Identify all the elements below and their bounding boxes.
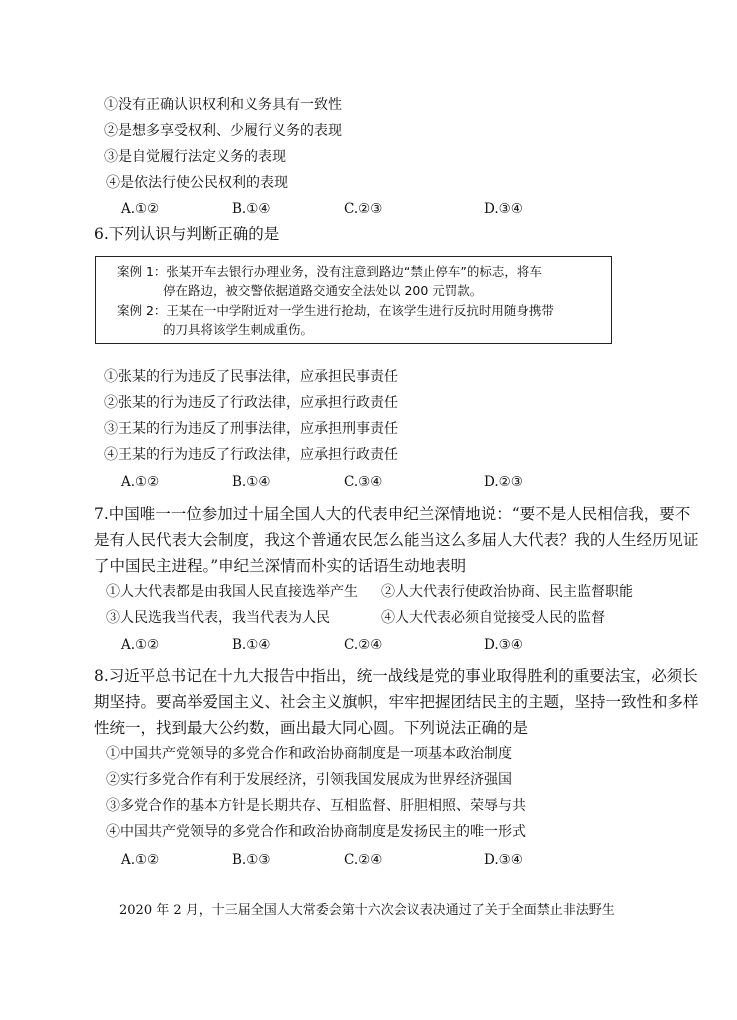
q7-statement-2: ②人大代表行使政治协商、民主监督职能 [381,584,633,600]
q6-case-line-2: 停在路边，被交警依据道路交通安全法处以 200 元罚款。 [163,283,483,298]
q5-statement-1: ①没有正确认识权利和义务具有一致性 [104,97,342,113]
q7-statement-1: ①人大代表都是由我国人民直接选举产生 [106,584,358,600]
q8-option-b: B.①③ [232,852,271,868]
q9-intro: 2020 年 2 月，十三届全国人大常委会第十六次会议表决通过了关于全面禁止非法野生 [119,903,615,918]
q5-statement-4: ④是依法行使公民权利的表现 [106,175,288,191]
q7-option-d: D.③④ [484,637,523,653]
q6-case-line-1: 案例 1：张某开车去银行办理业务，没有注意到路边“禁止停车”的标志，将车 [117,264,542,279]
q6-option-c: C.③④ [344,474,383,490]
q6-statement-3: ③王某的行为违反了刑事法律，应承担刑事责任 [104,421,398,437]
q8-stem-line-3: 性统一，找到最大公约数，画出最大同心圆。下列说法正确的是 [94,719,529,737]
q7-statement-3: ③人民选我当代表，我当代表为人民 [106,610,330,626]
q8-statement-3: ③多党合作的基本方针是长期共存、互相监督、肝胆相照、荣辱与共 [106,798,526,814]
q7-option-b: B.①④ [232,637,271,653]
q6-option-d: D.②③ [484,474,523,490]
q5-option-a: A.①② [121,201,160,217]
q8-statement-1: ①中国共产党领导的多党合作和政治协商制度是一项基本政治制度 [106,746,512,762]
q6-case-line-4: 的刀具将该学生刺成重伤。 [163,322,314,337]
q5-statement-2: ②是想多享受权利、少履行义务的表现 [104,123,342,139]
q8-statement-2: ②实行多党合作有利于发展经济，引领我国发展成为世界经济强国 [106,772,512,788]
q6-case-line-3: 案例 2：王某在一中学附近对一学生进行抢劫，在该学生进行反抗时用随身携带 [117,303,554,318]
q6-statement-2: ②张某的行为违反了行政法律，应承担行政责任 [104,395,398,411]
q6-statement-4: ④王某的行为违反了行政法律，应承担行政责任 [104,447,398,463]
q7-stem-line-2: 是有人民代表大会制度，我这个普通农民怎么能当这么多届人大代表？我的人生经历见证 [94,531,699,549]
q5-option-b: B.①④ [232,201,271,217]
q7-stem-line-3: 了中国民主进程。”申纪兰深情而朴实的话语生动地表明 [94,557,467,575]
q8-option-d: D.③④ [484,852,523,868]
q8-stem-line-1: 8.习近平总书记在十九大报告中指出，统一战线是党的事业取得胜利的重要法宝，必须长 [94,667,698,685]
q7-option-a: A.①② [121,637,160,653]
q6-stem: 6.下列认识与判断正确的是 [94,225,280,243]
q6-statement-1: ①张某的行为违反了民事法律，应承担民事责任 [104,369,398,385]
q8-statement-4: ④中国共产党领导的多党合作和政治协商制度是发扬民主的唯一形式 [106,824,526,840]
q8-option-c: C.②④ [344,852,383,868]
q5-option-d: D.③④ [484,201,523,217]
q6-option-b: B.①④ [232,474,271,490]
q5-option-c: C.②③ [344,201,383,217]
q8-stem-line-2: 期坚持。要高举爱国主义、社会主义旗帜，牢牢把握团结民主的主题，坚持一致性和多样 [94,693,699,711]
q7-statement-4: ④人大代表必须自觉接受人民的监督 [381,610,605,626]
q8-option-a: A.①② [121,852,160,868]
q5-statement-3: ③是自觉履行法定义务的表现 [104,149,286,165]
q7-option-c: C.②④ [344,637,383,653]
q6-option-a: A.①② [121,474,160,490]
q7-stem-line-1: 7.中国唯一一位参加过十届全国人大的代表申纪兰深情地说：“要不是人民相信我，要不 [94,505,691,523]
